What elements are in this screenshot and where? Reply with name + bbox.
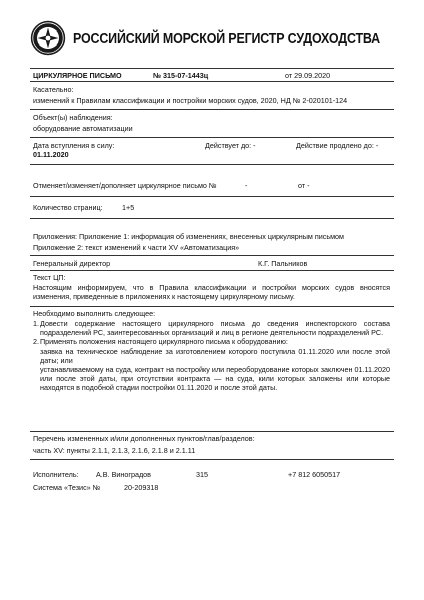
signatory-position: Генеральный директор — [33, 259, 111, 268]
executor-label: Исполнитель: — [33, 470, 79, 479]
cancels-number: - — [245, 181, 248, 190]
divider — [30, 68, 394, 69]
list-subitem: устанавливаемому на суда, контракт на постройку или переоборудование которых заключен 01.11.2020 или после этой даты, при отсутствии контракта — на суда, кили которых заложены или которые находятся в подобной стадии постройки 01.11.2020 и после этой даты. — [40, 365, 390, 393]
divider — [30, 431, 394, 432]
list-item — [33, 319, 390, 337]
page-count-value: 1+5 — [122, 203, 135, 212]
divider — [30, 306, 394, 307]
divider — [30, 218, 394, 219]
letter-number: № 315-07-1443ц — [153, 71, 209, 80]
valid-until: Действует до: - — [205, 141, 256, 150]
divider — [30, 196, 394, 197]
objects-text: оборудование автоматизации — [33, 124, 133, 133]
appendix-1: Приложения: Приложение 1: информация об изменениях, внесенных циркулярным письмом — [33, 232, 344, 241]
required-label: Необходимо выполнить следующее: — [33, 309, 156, 318]
divider — [30, 137, 394, 138]
appendix-2: Приложение 2: текст изменений к части XV «Автоматизация» — [33, 243, 240, 252]
list-item-text: Применять положения настоящего циркулярного письма к оборудованию: — [40, 337, 288, 347]
divider — [30, 459, 394, 460]
regarding-text: изменений к Правилам классификации и постройки морских судов, 2020, НД № 2-020101-124 — [33, 96, 348, 105]
system-number: 20-209318 — [124, 483, 159, 492]
divider — [30, 109, 394, 110]
cancels-from: от - — [298, 181, 310, 190]
executor-name: А.В. Виноградов — [96, 470, 151, 479]
cancels-label: Отменяет/изменяет/дополняет циркулярное письмо № — [33, 181, 217, 190]
list-item-number: 1. — [33, 319, 39, 328]
executor-phone: +7 812 6050517 — [288, 470, 341, 479]
letter-date: от 29.09.2020 — [285, 71, 331, 80]
body-text-label: Текст ЦП: — [33, 273, 66, 282]
organization-name: РОССИЙСКИЙ МОРСКОЙ РЕГИСТР СУДОХОДСТВА — [73, 30, 380, 47]
signatory-name: К.Г. Пальников — [258, 259, 308, 268]
regarding-label: Касательно: — [33, 85, 74, 94]
page-count-label: Количество страниц: — [33, 203, 103, 212]
divider — [30, 255, 394, 256]
objects-label: Объект(ы) наблюдения: — [33, 113, 113, 122]
divider — [30, 270, 394, 271]
divider — [30, 81, 394, 82]
changed-list-label: Перечень измененных и/или дополненных пунктов/глав/разделов: — [33, 434, 255, 443]
effective-date-value: 01.11.2020 — [33, 150, 69, 159]
changed-list-text: часть XV: пункты 2.1.1, 2.1.3, 2.1.6, 2.1.8 и 2.1.11 — [33, 446, 196, 455]
list-item-number: 2. — [33, 337, 39, 347]
effective-date-label: Дата вступления в силу: — [33, 141, 115, 150]
divider — [30, 164, 394, 165]
system-label: Система «Тезис» № — [33, 483, 101, 492]
list-item — [33, 337, 390, 392]
rs-emblem-logo — [30, 20, 66, 56]
list-subitem: заявка на техническое наблюдение за изготовлением которого поступила 01.11.2020 или после этой даты; или — [40, 346, 390, 365]
required-list — [33, 319, 390, 393]
extended-until: Действие продлено до: - — [296, 141, 379, 150]
document-type: ЦИРКУЛЯРНОЕ ПИСЬМО — [33, 71, 122, 80]
list-item-text: Довести содержание настоящего циркулярного письма до сведения инспекторского состава подразделений РС, заинтересованных организаций и лиц в регионе деятельности подразделений РС. — [40, 319, 390, 338]
executor-department: 315 — [196, 470, 208, 479]
body-text: Настоящим информируем, что в Правила классификации и постройки морских судов вносятся изменения, приведенные в приложениях к настоящему циркулярному письму. — [33, 283, 390, 302]
